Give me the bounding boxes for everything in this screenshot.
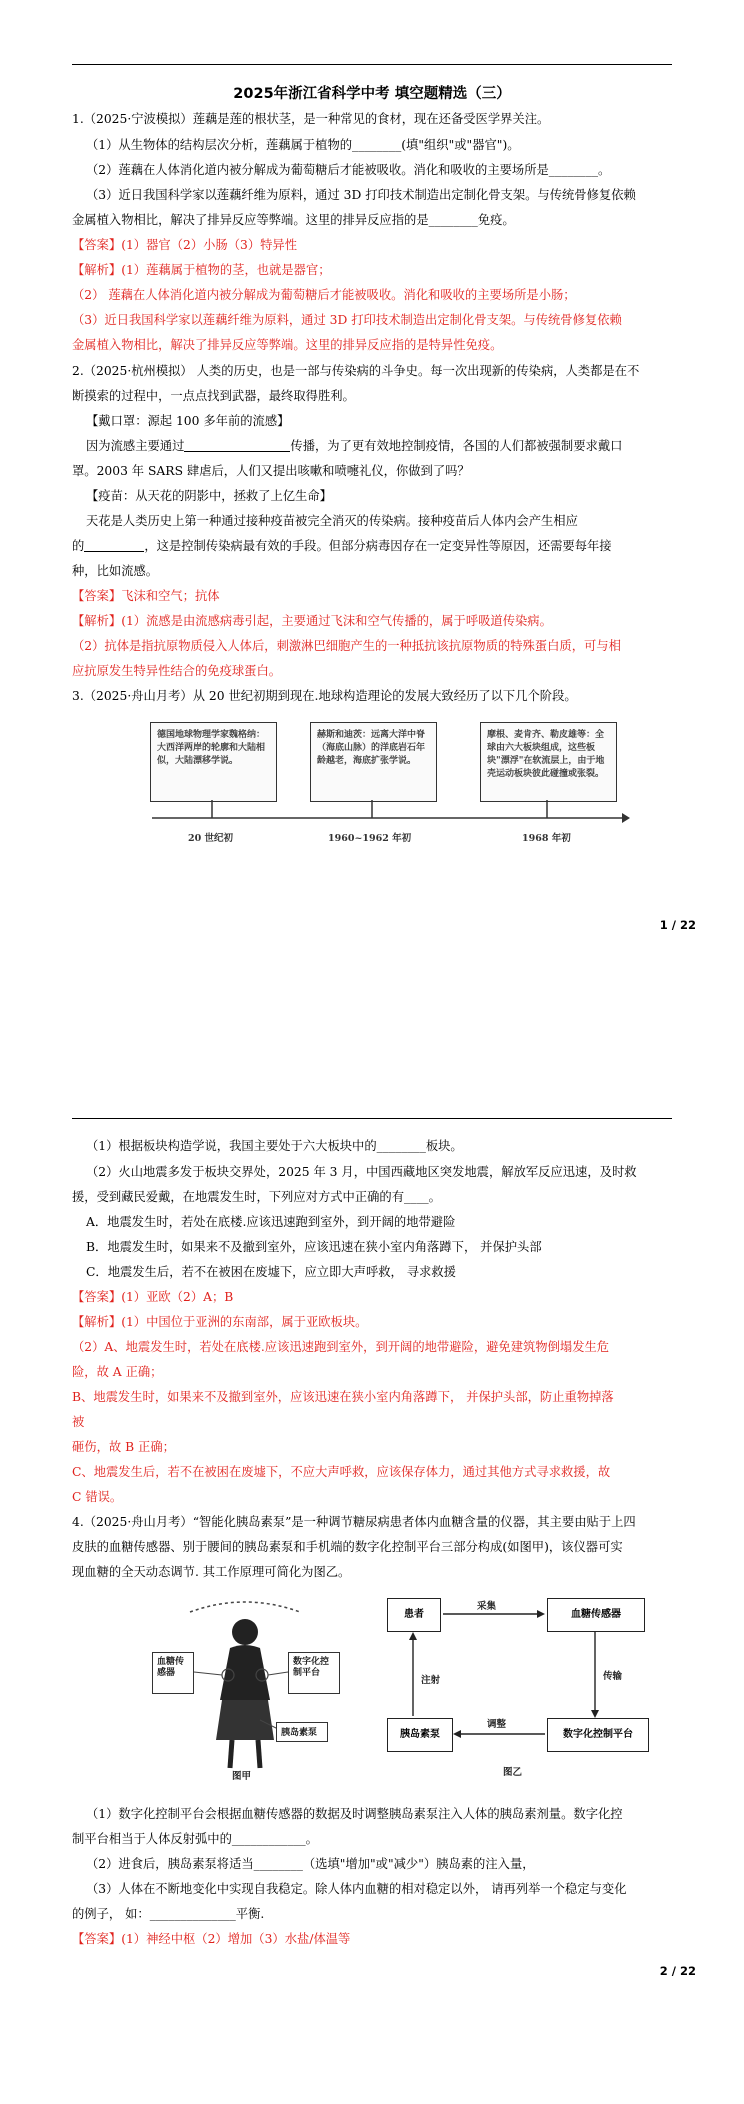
q1-part1: （1）从生物体的结构层次分析，莲藕属于植物的________(填"组织"或"器官")。 <box>86 138 520 152</box>
figure-a-insulin-pump <box>150 1590 340 1780</box>
header-rule <box>72 1118 672 1119</box>
q4-stem-3: 现血糖的全天动态调节. 其工作原理可简化为图乙。 <box>72 1565 351 1579</box>
timeline-tick-1: 20 世纪初 <box>188 833 234 844</box>
q4-part3-line2: 的例子， 如：______________平衡. <box>72 1907 265 1921</box>
q1-stem: 1.（2025·宁波模拟）莲藕是莲的根状茎，是一种常见的食材，现在还备受医学界关注。 <box>72 112 550 126</box>
answer-blank <box>184 438 290 452</box>
edge-transmit: 传输 <box>603 1671 623 1682</box>
node-sensor: 血糖传感器 <box>547 1598 645 1632</box>
q3-analysis-2a: （2）A、地震发生时，若处在底楼.应该迅速跑到室外，到开阔的地带避险，避免建筑物倒塌发生危 <box>72 1340 610 1354</box>
figure-b-flowchart <box>385 1592 655 1782</box>
q2-answer: 【答案】飞沫和空气；抗体 <box>72 589 220 603</box>
node-pump: 胰岛素泵 <box>387 1718 453 1752</box>
q3-analysis-b2: 被 <box>72 1415 85 1429</box>
q2-analysis-2b: 应抗原发生特异性结合的免疫球蛋白。 <box>72 664 282 678</box>
edge-adjust: 调整 <box>487 1719 507 1730</box>
plate-theory-timeline <box>150 720 630 860</box>
q3-analysis-b1: B、地震发生时，如果来不及撤到室外，应该迅速在狭小室内角落蹲下， 并保护头部，防止重物掉落 <box>72 1390 614 1404</box>
q3-analysis-b3: 砸伤，故 B 正确； <box>72 1440 175 1454</box>
edge-collect: 采集 <box>477 1601 497 1612</box>
q2-stem-3: 因为流感主要通过 传播，为了更有效地控制疫情，各国的人们都被强制要求戴口 <box>86 439 623 453</box>
q1-analysis-3a: （3）近日我国科学家以莲藕纤维为原料，通过 3D 打印技术制造出定制化骨支架。与传统骨修复依赖 <box>72 313 622 327</box>
edge-inject: 注射 <box>421 1675 441 1686</box>
q2-stem-4: 罩。2003 年 SARS 肆虐后，人们又提出咳嗽和喷嚏礼仪，你做到了吗？ <box>72 464 470 478</box>
q1-part2: （2）莲藕在人体消化道内被分解成为葡萄糖后才能被吸收。消化和吸收的主要场所是________。 <box>86 163 611 177</box>
q4-stem-1: 4.（2025·舟山月考）“智能化胰岛素泵”是一种调节糖尿病患者体内血糖含量的仪器，其主要由贴于上四 <box>72 1515 636 1529</box>
timeline-tick-2: 1960~1962 年初 <box>328 833 412 844</box>
q4-answer: 【答案】(1）神经中枢（2）增加（3）水盐/体温等 <box>72 1932 351 1946</box>
q1-analysis-2: （2） 莲藕在人体消化道内被分解成为葡萄糖后才能被吸收。消化和吸收的主要场所是小肠； <box>72 288 576 302</box>
node-patient: 患者 <box>387 1598 441 1632</box>
q2-stem-2: 断摸索的过程中，一点点找到武器，最终取得胜利。 <box>72 389 355 403</box>
fig-a-platform-box: 数字化控制平台 <box>288 1652 340 1694</box>
timeline-box-morgan: 摩根、麦肯齐、勒皮雄等：全球由六大板块组成，这些板块"漂浮"在软流层上，由于地壳运动板块彼此碰撞或张裂。 <box>480 722 617 802</box>
page-title: 2025年浙江省科学中考 填空题精选（三） <box>233 86 511 102</box>
q3-part1: （1）根据板块构造学说，我国主要处于六大板块中的________板块。 <box>86 1139 463 1153</box>
q2-heading-mask: 【戴口罩：源起 100 多年前的流感】 <box>86 414 290 428</box>
q3-answer: 【答案】(1）亚欧（2）A；B <box>72 1290 234 1304</box>
q3-option-a: A．地震发生时，若处在底楼.应该迅速跑到室外，到开阔的地带避险 <box>86 1215 456 1229</box>
page-number-2: 2 / 22 <box>659 1964 696 1978</box>
page-1 <box>0 0 744 1040</box>
q1-answer: 【答案】(1）器官（2）小肠（3）特异性 <box>72 238 298 252</box>
q3-analysis-c1: C、地震发生后，若不在被困在废墟下，不应大声呼救，应该保存体力，通过其他方式寻求救援，故 <box>72 1465 611 1479</box>
q1-analysis-3b: 金属植入物相比，解决了排异反应等弊端。这里的排异反应指的是特异性免疫。 <box>72 338 503 352</box>
fig-a-caption: 图甲 <box>232 1771 252 1782</box>
q1-part3-line1: （3）近日我国科学家以莲藕纤维为原料，通过 3D 打印技术制造出定制化骨支架。与传统骨修复依赖 <box>86 188 636 202</box>
q3-stem: 3.（2025·舟山月考）从 20 世纪初期到现在.地球构造理论的发展大致经历了以下几个阶段。 <box>72 689 577 703</box>
q4-part1-line1: （1）数字化控制平台会根据血糖传感器的数据及时调整胰岛素泵注入人体的胰岛素剂量。数字化控 <box>86 1807 623 1821</box>
q1-analysis-1: 【解析】(1）莲藕属于植物的茎，也就是器官； <box>72 263 331 277</box>
q4-part1-line2: 制平台相当于人体反射弧中的____________。 <box>72 1832 318 1846</box>
q3-analysis-2b: 险，故 A 正确； <box>72 1365 163 1379</box>
q2-analysis-1: 【解析】(1）流感是由流感病毒引起，主要通过飞沫和空气传播的，属于呼吸道传染病。 <box>72 614 552 628</box>
answer-blank <box>84 538 144 552</box>
header-rule <box>72 64 672 65</box>
q3-analysis-1: 【解析】(1）中国位于亚洲的东南部，属于亚欧板块。 <box>72 1315 368 1329</box>
q3-analysis-c2: C 错误。 <box>72 1490 123 1504</box>
q2-analysis-2a: （2）抗体是指抗原物质侵入人体后，刺激淋巴细胞产生的一种抵抗该抗原物质的特殊蛋白质，可与相 <box>72 639 621 653</box>
q3-option-c: C．地震发生后，若不在被困在废墟下，应立即大声呼救， 寻求救援 <box>86 1265 456 1279</box>
fig-b-caption: 图乙 <box>503 1767 523 1778</box>
page-2 <box>0 1100 744 2104</box>
fig-a-sensor-box: 血糖传感器 <box>152 1652 194 1694</box>
page-number-1: 1 / 22 <box>659 918 696 932</box>
node-platform: 数字化控制平台 <box>547 1718 649 1752</box>
fig-a-pump-box: 胰岛素泵 <box>276 1722 328 1742</box>
q2-stem-5: 天花是人类历史上第一种通过接种疫苗被完全消灭的传染病。接种疫苗后人体内会产生相应 <box>86 514 578 528</box>
timeline-tick-3: 1968 年初 <box>522 833 571 844</box>
timeline-box-hess: 赫斯和迪茨：远离大洋中脊（海底山脉）的洋底岩石年龄越老，海底扩张学说。 <box>310 722 437 802</box>
q3-option-b: B．地震发生时，如果来不及撤到室外，应该迅速在狭小室内角落蹲下， 并保护头部 <box>86 1240 542 1254</box>
timeline-box-wegener: 德国地球物理学家魏格纳：大西洋两岸的轮廓和大陆相似，大陆漂移学说。 <box>150 722 277 802</box>
q2-heading-vaccine: 【疫苗：从天花的阴影中，拯救了上亿生命】 <box>86 489 332 503</box>
q2-stem-6: 的 ，这是控制传染病最有效的手段。但部分病毒因存在一定变异性等原因，还需要每年接 <box>72 539 612 553</box>
q4-part2: （2）进食后，胰岛素泵将适当________（选填"增加"或"减少"）胰岛素的注入量， <box>86 1857 535 1871</box>
q2-stem-1: 2.（2025·杭州模拟） 人类的历史，也是一部与传染病的斗争史。每一次出现新的传染病，人类都是在不 <box>72 364 640 378</box>
q1-part3-line2: 金属植入物相比，解决了排异反应等弊端。这里的排异反应指的是________免疫。 <box>72 213 515 227</box>
q3-part2-line1: （2）火山地震多发于板块交界处，2025 年 3 月，中国西藏地区突发地震，解放军反应迅速，及时救 <box>86 1165 637 1179</box>
q4-part3-line1: （3）人体在不断地变化中实现自我稳定。除人体内血糖的相对稳定以外， 请再列举一个稳定与变化 <box>86 1882 627 1896</box>
q3-part2-line2: 援，受到藏民爱戴，在地震发生时，下列应对方式中正确的有____。 <box>72 1190 441 1204</box>
q2-stem-7: 种，比如流感。 <box>72 564 159 578</box>
q4-stem-2: 皮肤的血糖传感器、别于腰间的胰岛素泵和手机端的数字化控制平台三部分构成(如图甲)，该仪器可实 <box>72 1540 623 1554</box>
